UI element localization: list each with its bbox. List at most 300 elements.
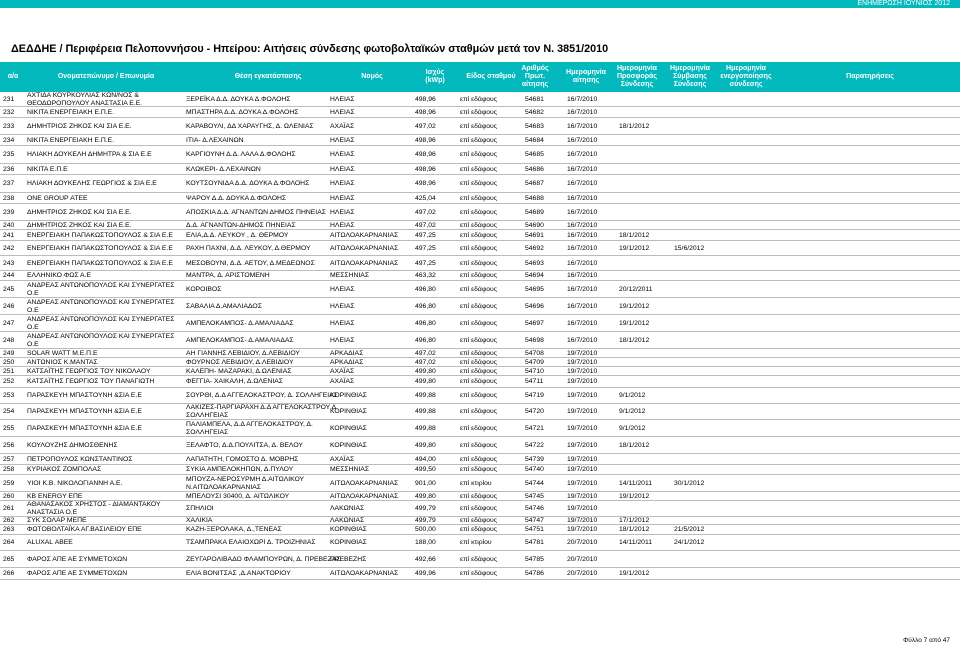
cell-number: 54721 (525, 424, 544, 432)
table-row (0, 281, 960, 298)
cell-type: επί εδάφους (460, 122, 498, 130)
cell-aa: 237 (3, 180, 15, 188)
cell-location: ΜΕΣΟΒΟΥΝΙ, Δ.Δ. ΑΕΤΟΥ, Δ.ΜΕΔΕΩΝΟΣ (186, 259, 315, 267)
cell-aa: 234 (3, 136, 15, 144)
cell-prefecture: ΑΙΤΩΛΟΑΚΑΡΝΑΝΙΑΣ (330, 244, 399, 252)
cell-offer: 18/1/2012 (619, 441, 650, 449)
cell-date: 19/7/2010 (567, 358, 598, 366)
cell-number: 54746 (525, 505, 544, 513)
cell-name: ΕΝΕΡΓΕΙΑΚΗ ΠΑΠΑΚΩΣΤΟΠΟΥΛΟΣ & ΣΙΑ Ε.Ε (27, 259, 173, 267)
cell-location: ΚΑΛΕΠΗ- ΜΑΖΑΡΑΚΙ, Δ.ΩΛΕΝΙΑΣ (186, 367, 292, 375)
cell-aa: 251 (3, 367, 15, 375)
cell-contract (674, 315, 720, 332)
cell-aa: 240 (3, 221, 15, 229)
cell-type: επί εδάφους (460, 302, 498, 310)
cell-name: ΑΝΔΡΕΑΣ ΑΝΤΩΝΟΠΟΥΛΟΣ ΚΑΙ ΣΥΝΕΡΓΑΤΕΣ Ο.Ε (27, 281, 175, 297)
cell-remarks (820, 551, 920, 568)
cell-aa: 263 (3, 526, 15, 534)
cell-offer: 14/11/2011 (619, 479, 653, 487)
cell-location: ΦΕΓΓΙΑ- ΧΑΙΚΑΛΗ, Δ.ΩΛΕΝΙΑΣ (186, 378, 284, 386)
cell-activation (738, 241, 784, 256)
cell-number: 54781 (525, 539, 544, 547)
cell-activation (738, 501, 784, 517)
cell-prefecture: ΑΙΤΩΛΟΑΚΑΡΝΑΝΙΑΣ (330, 570, 399, 578)
cell-offer: 18/1/2012 (619, 122, 650, 130)
cell-location: ΙΤΙΑ- Δ.ΛΕΧΑΙΝΩΝ (186, 136, 244, 144)
cell-name: ΑΝΔΡΕΑΣ ΑΝΤΩΝΟΠΟΥΛΟΣ ΚΑΙ ΣΥΝΕΡΓΑΤΕΣ Ο.Ε (27, 315, 175, 331)
cell-prefecture: ΚΟΡΙΝΘΙΑΣ (330, 392, 367, 400)
cell-offer (619, 175, 665, 193)
table-row (0, 204, 960, 221)
cell-activation (738, 315, 784, 332)
cell-location: ΚΑΖΗ-ΞΕΡΟΛΑΚΑ, Δ.,ΤΕΝΕΑΣ (186, 526, 282, 534)
cell-date: 20/7/2010 (567, 539, 598, 547)
cell-location: ΚΛΩΚΕΡΙ- Δ.ΛΕΧΑΙΝΩΝ (186, 165, 261, 173)
cell-date: 19/7/2010 (567, 517, 598, 525)
cell-name: ΣΥΚ ΣΟΛΑΡ ΜΕΠΕ (27, 517, 87, 525)
cell-aa: 236 (3, 165, 15, 173)
cell-prefecture: ΗΛΕΙΑΣ (330, 208, 355, 216)
cell-contract (674, 298, 720, 315)
cell-remarks (820, 175, 920, 193)
cell-date: 16/7/2010 (567, 336, 598, 344)
cell-prefecture: ΚΟΡΙΝΘΙΑΣ (330, 539, 367, 547)
cell-activation (738, 256, 784, 271)
cell-prefecture: ΗΛΕΙΑΣ (330, 165, 355, 173)
cell-location: ΜΑΝΤΡΑ, Δ. ΑΡΙΣΤΟΜΕΝΗ (186, 272, 270, 280)
table-row (0, 298, 960, 315)
cell-aa: 252 (3, 378, 15, 386)
cell-type: επί εδάφους (460, 466, 498, 474)
cell-type: επί εδάφους (460, 555, 498, 563)
cell-activation (738, 535, 784, 551)
cell-power: 492,66 (415, 555, 436, 563)
cell-contract (674, 118, 720, 135)
cell-name: ΔΗΜΗΤΡΙΟΣ ΖΗΚΟΣ ΚΑΙ ΣΙΑ Ε.Ε. (27, 221, 132, 229)
cell-power: 494,00 (415, 455, 436, 463)
table-row (0, 551, 960, 568)
cell-name: ΝΙΚΙΤΑ Ε.Π.Ε (27, 165, 68, 173)
cell-prefecture: ΗΛΕΙΑΣ (330, 136, 355, 144)
cell-number: 54693 (525, 259, 544, 267)
cell-contract (674, 281, 720, 298)
cell-number: 54685 (525, 151, 544, 159)
cell-contract (674, 92, 720, 107)
cell-offer: 19/1/2012 (619, 244, 650, 252)
table-row (0, 107, 960, 118)
header-offer: Ημερομηνία Προσφοράς Σύνδεσης (616, 65, 657, 88)
cell-date: 16/7/2010 (567, 95, 598, 103)
cell-remarks (820, 281, 920, 298)
cell-aa: 241 (3, 231, 15, 239)
cell-contract (674, 404, 720, 420)
cell-aa: 235 (3, 151, 15, 159)
table-row (0, 175, 960, 193)
cell-name: ΚΑΤΣΑΪΤΗΣ ΓΕΩΡΓΙΟΣ ΤΟΥ ΝΙΚΟΛΑΟΥ (27, 367, 151, 375)
table-row (0, 221, 960, 230)
cell-remarks (820, 241, 920, 256)
cell-aa: 261 (3, 505, 15, 513)
table-row (0, 388, 960, 404)
cell-date: 16/7/2010 (567, 302, 598, 310)
cell-name: ΑΝΔΡΕΑΣ ΑΝΤΩΝΟΠΟΥΛΟΣ ΚΑΙ ΣΥΝΕΡΓΑΤΕΣ Ο.Ε (27, 332, 175, 348)
cell-activation (738, 175, 784, 193)
cell-name: ΑΘΑΝΑΣΑΚΟΣ ΧΡΗΣΤΟΣ - ΔΙΑΜΑΝΤΑΚΟΥ ΑΝΑΣΤΑΣΙΑ Ο.Ε (27, 501, 161, 516)
cell-aa: 245 (3, 285, 15, 293)
cell-remarks (820, 332, 920, 349)
row-divider (0, 579, 960, 580)
cell-location: ΖΕΥΓΑΡΟΛΙΒΑΔΟ ΦΛΑΜΠΟΥΡΩΝ, Δ. ΠΡΕΒΕΖΑΣ (186, 555, 341, 563)
cell-remarks (820, 420, 920, 437)
cell-location: ΛΑΠΑΤΗΤΗ, ΓΟΜΟΣΤΟ Δ. ΜΟΒΡΗΣ (186, 455, 299, 463)
cell-name: ΗΛΙΑΚΗ ΔΟΥΚΕΛΗΣ ΓΕΩΡΓΙΟΣ & ΣΙΑ Ε.Ε (27, 180, 157, 188)
cell-power: 498,96 (415, 151, 436, 159)
cell-aa: 233 (3, 122, 15, 130)
cell-location: ΕΛΙΑ ΒΟΝΙΤΣΑΣ ,Δ.ΑΝΑΚΤΟΡΙΟΥ (186, 570, 291, 578)
cell-power: 497,25 (415, 244, 436, 252)
cell-name: ΚΥΡΙΑΚΟΣ ΖΟΜΠΟΛΑΣ (27, 466, 102, 474)
cell-location: ΣΟΥΡΘΙ, Δ.Δ ΑΓΓΕΛΟΚΑΣΤΡΟΥ, Δ. ΣΟΛΛΗΓΕΙΑΣ (186, 392, 338, 400)
cell-type: επί εδάφους (460, 221, 498, 229)
cell-type: επί κτιρίου (460, 479, 492, 487)
cell-name: ΑΝΤΩΝΙΟΣ Κ.ΜΑΝΤΑΣ (27, 358, 98, 366)
cell-type: επί εδάφους (460, 208, 498, 216)
cell-date: 16/7/2010 (567, 221, 598, 229)
cell-number: 54709 (525, 358, 544, 366)
header-prefecture: Νομός (361, 73, 383, 80)
cell-date: 19/7/2010 (567, 455, 598, 463)
cell-location: ΣΑΒΑΛΙΑ Δ.ΑΜΑΛΙΑΔΟΣ (186, 302, 262, 310)
cell-type: επί εδάφους (460, 151, 498, 159)
cell-prefecture: ΜΕΣΣΗΝΙΑΣ (330, 272, 370, 280)
cell-power: 499,79 (415, 517, 436, 525)
cell-name: ΥΙΟΙ Κ.Β. ΝΙΚΟΛΟΓΙΑΝΝΗ Α.Ε. (27, 479, 123, 487)
cell-type: επί εδάφους (460, 492, 498, 500)
cell-offer (619, 92, 665, 107)
cell-name: ΚΑΤΣΑΪΤΗΣ ΓΕΩΡΓΙΟΣ ΤΟΥ ΠΑΝΑΓΙΩΤΗ (27, 378, 155, 386)
cell-date: 20/7/2010 (567, 570, 598, 578)
cell-type: επί εδάφους (460, 378, 498, 386)
cell-offer: 19/1/2012 (619, 570, 650, 578)
cell-name: ONE GROUP ΑΤΕΕ (27, 194, 88, 202)
top-bar (0, 0, 960, 8)
cell-type: επί εδάφους (460, 180, 498, 188)
cell-aa: 255 (3, 424, 15, 432)
cell-prefecture: ΑΧΑΪΑΣ (330, 455, 355, 463)
table-row (0, 525, 960, 535)
cell-location: ΣΠΗΛΙΟΙ (186, 505, 214, 513)
cell-contract (674, 256, 720, 271)
cell-contract: 15/6/2012 (674, 244, 705, 252)
cell-prefecture: ΚΟΡΙΝΘΙΑΣ (330, 424, 367, 432)
table-row (0, 193, 960, 204)
cell-activation (738, 332, 784, 349)
cell-remarks (820, 475, 920, 492)
cell-activation (738, 281, 784, 298)
cell-location: ΚΟΡΟΙΒΟΣ (186, 285, 222, 293)
header-date: Ημερομηνία αίτησης (566, 69, 606, 84)
table-row (0, 376, 960, 388)
cell-number: 54686 (525, 165, 544, 173)
cell-power: 499,80 (415, 378, 436, 386)
cell-name: ΑΝΔΡΕΑΣ ΑΝΤΩΝΟΠΟΥΛΟΣ ΚΑΙ ΣΥΝΕΡΓΑΤΕΣ Ο.Ε (27, 298, 175, 314)
cell-activation (738, 118, 784, 135)
cell-aa: 239 (3, 208, 15, 216)
cell-number: 54751 (525, 526, 544, 534)
cell-number: 54692 (525, 244, 544, 252)
cell-location: ΕΛΙΑ,Δ.Δ. ΛΕΥΚΟΥ , Δ. ΘΕΡΜΟΥ (186, 231, 289, 239)
cell-contract (674, 437, 720, 454)
cell-location: ΑΜΠΕΛΟΚΑΜΠΟΣ- Δ.ΑΜΑΛΙΑΔΑΣ (186, 319, 294, 327)
cell-date: 16/7/2010 (567, 194, 598, 202)
cell-power: 497,25 (415, 231, 436, 239)
cell-date: 16/7/2010 (567, 108, 598, 116)
header-remarks: Παρατηρήσεις (846, 73, 894, 80)
cell-number: 54740 (525, 466, 544, 474)
cell-power: 500,00 (415, 526, 436, 534)
cell-number: 54710 (525, 367, 544, 375)
cell-power: 499,50 (415, 466, 436, 474)
cell-date: 19/7/2010 (567, 526, 598, 534)
cell-aa: 260 (3, 492, 15, 500)
cell-name: ΝΙΚΙΤΑ ΕΝΕΡΓΕΙΑΚΗ Ε.Π.Ε. (27, 136, 115, 144)
table-row (0, 465, 960, 475)
cell-aa: 250 (3, 358, 15, 366)
cell-number: 54689 (525, 208, 544, 216)
table-row (0, 271, 960, 281)
cell-contract (674, 551, 720, 568)
cell-location: ΡΑΧΗ ΠΑΧΝΙ, Δ.Δ. ΛΕΥΚΟΥ, Δ.ΘΕΡΜΟΥ (186, 244, 311, 252)
cell-name: ALUXAL ΑΒΕΕ (27, 539, 73, 547)
header-contract: Ημερομηνία Σύμβασης Σύνδεσης (670, 65, 710, 88)
table-row (0, 367, 960, 376)
table-row (0, 92, 960, 107)
cell-power: 498,96 (415, 180, 436, 188)
page-title: ΔΕΔΔΗΕ / Περιφέρεια Πελοποννήσου - Ηπείρου: Αιτήσεις σύνδεσης φωτοβολταϊκών σταθμών μετά τον Ν. 3851/2010 (11, 43, 609, 55)
cell-name: ΔΗΜΗΤΡΙΟΣ ΖΗΚΟΣ ΚΑΙ ΣΙΑ Ε.Ε. (27, 122, 132, 130)
header-number: Αριθμός Πρωτ. αίτησης (521, 65, 549, 88)
cell-contract: 21/5/2012 (674, 526, 705, 534)
table-row (0, 492, 960, 501)
cell-aa: 243 (3, 259, 15, 267)
cell-type: επί εδάφους (460, 272, 498, 280)
cell-aa: 256 (3, 441, 15, 449)
cell-prefecture: ΜΕΣΣΗΝΙΑΣ (330, 466, 370, 474)
cell-prefecture: ΗΛΕΙΑΣ (330, 336, 355, 344)
cell-type: επί εδάφους (460, 259, 498, 267)
cell-number: 54708 (525, 349, 544, 357)
cell-name: ΔΗΜΗΤΡΙΟΣ ΖΗΚΟΣ ΚΑΙ ΣΙΑ Ε.Ε. (27, 208, 132, 216)
cell-number: 54690 (525, 221, 544, 229)
cell-offer: 19/1/2012 (619, 492, 650, 500)
cell-type: επί εδάφους (460, 570, 498, 578)
cell-power: 496,80 (415, 302, 436, 310)
cell-date: 16/7/2010 (567, 285, 598, 293)
cell-prefecture: ΗΛΕΙΑΣ (330, 221, 355, 229)
cell-prefecture: ΗΛΕΙΑΣ (330, 180, 355, 188)
cell-aa: 242 (3, 244, 15, 252)
update-label: ΕΝΗΜΕΡΩΣΗ ΙΟΥΝΙΟΣ 2012 (857, 0, 950, 7)
cell-activation (738, 437, 784, 454)
table-row (0, 349, 960, 358)
cell-prefecture: ΑΡΚΑΔΙΑΣ (330, 349, 364, 357)
cell-number: 54681 (525, 95, 544, 103)
cell-type: επί εδάφους (460, 231, 498, 239)
header-location: Θέση εγκατάστασης (234, 73, 302, 80)
cell-number: 54695 (525, 285, 544, 293)
cell-location: ΨΑΡΟΥ Δ.Δ. ΔΟΥΚΑ Δ.ΦΟΛΟΗΣ (186, 194, 287, 202)
cell-activation (738, 298, 784, 315)
cell-date: 16/7/2010 (567, 180, 598, 188)
cell-date: 16/7/2010 (567, 151, 598, 159)
cell-type: επί εδάφους (460, 336, 498, 344)
cell-activation (738, 146, 784, 164)
cell-date: 16/7/2010 (567, 122, 598, 130)
cell-prefecture: ΚΟΡΙΝΘΙΑΣ (330, 441, 367, 449)
cell-type: επί εδάφους (460, 392, 498, 400)
cell-offer: 18/1/2012 (619, 526, 650, 534)
cell-contract (674, 204, 720, 221)
cell-power: 498,96 (415, 95, 436, 103)
cell-type: επί εδάφους (460, 349, 498, 357)
cell-remarks (820, 315, 920, 332)
cell-location: ΛΑΚΙΖΕΣ-ΠΑΡΓΙΑΡΑΧΗ Δ.Δ ΑΓΓΕΛΟΚΑΣΤΡΟΥ Δ. ΣΟΛΛΗΓΕΙΑΣ (186, 404, 339, 419)
cell-aa: 246 (3, 302, 15, 310)
cell-location: ΣΥΚΙΑ ΑΜΠΕΛΟΚΗΠΩΝ, Δ.ΠΥΛΟΥ (186, 466, 294, 474)
cell-contract (674, 175, 720, 193)
cell-date: 16/7/2010 (567, 208, 598, 216)
cell-remarks (820, 146, 920, 164)
cell-contract (674, 420, 720, 437)
cell-aa: 253 (3, 392, 15, 400)
cell-name: ΚΒ ENERGY ΕΠΕ (27, 492, 83, 500)
cell-aa: 254 (3, 408, 15, 416)
cell-offer: 17/1/2012 (619, 517, 650, 525)
table-row (0, 135, 960, 146)
cell-number: 54786 (525, 570, 544, 578)
cell-date: 19/7/2010 (567, 441, 598, 449)
cell-date: 19/7/2010 (567, 492, 598, 500)
cell-prefecture: ΗΛΕΙΑΣ (330, 194, 355, 202)
cell-power: 498,96 (415, 108, 436, 116)
cell-aa: 248 (3, 336, 15, 344)
cell-remarks (820, 437, 920, 454)
cell-location: ΑΠΟΣΚΙΑ Δ.Δ. ΑΓΝΑΝΤΩΝ ΔΗΜΟΣ ΠΗΝΕΙΑΣ (186, 208, 326, 216)
cell-activation (738, 551, 784, 568)
cell-aa: 266 (3, 570, 15, 578)
header-aa: α/α (7, 73, 19, 80)
cell-location: ΜΠΕΛΟΥΣΙ 30400, Δ. ΑΙΤΩΛΙΚΟΥ (186, 492, 290, 500)
header-type: Είδος σταθμού (466, 73, 516, 80)
cell-date: 16/7/2010 (567, 319, 598, 327)
cell-location: ΚΟΥΤΣΟΥΝΙΔΑ Δ.Δ. ΔΟΥΚΑ Δ.ΦΟΛΟΗΣ (186, 180, 310, 188)
cell-name: ΠΑΡΑΣΚΕΥΗ ΜΠΑΣΤΟΥΝΗ &ΣΙΑ Ε.Ε (27, 424, 142, 432)
cell-power: 497,02 (415, 358, 436, 366)
cell-name: ΕΝΕΡΓΕΙΑΚΗ ΠΑΠΑΚΩΣΤΟΠΟΥΛΟΣ & ΣΙΑ Ε.Ε (27, 244, 173, 252)
cell-name: ΦΩΤΟΒΟΛΤΑΪΚΑ ΑΓ.ΒΑΣΙΛΕΙΟΥ ΕΠΕ (27, 526, 142, 534)
cell-prefecture: ΑΡΚΑΔΙΑΣ (330, 358, 364, 366)
applications-table (0, 92, 960, 580)
cell-activation (738, 92, 784, 107)
cell-date: 16/7/2010 (567, 272, 598, 280)
table-row (0, 164, 960, 175)
cell-number: 54711 (525, 378, 544, 386)
cell-name: ΦΑΡΟΣ ΑΠΕ ΑΕ ΣΥΜΜΕΤΟΧΩΝ (27, 555, 128, 563)
cell-remarks (820, 404, 920, 420)
cell-location: ΑΗ ΓΙΑΝΝΗΣ ΛΕΒΙΔΙΟΥ, Δ.ΛΕΒΙΔΙΟΥ (186, 349, 300, 357)
table-row (0, 146, 960, 164)
cell-number: 54691 (525, 231, 544, 239)
page-number: Φύλλο 7 από 47 (903, 637, 950, 644)
cell-power: 497,02 (415, 221, 436, 229)
cell-offer (619, 256, 665, 271)
cell-number: 54720 (525, 408, 544, 416)
cell-contract (674, 501, 720, 517)
cell-type: επί εδάφους (460, 455, 498, 463)
cell-aa: 249 (3, 349, 15, 357)
table-row (0, 535, 960, 551)
cell-offer: 14/11/2011 (619, 539, 653, 547)
cell-date: 19/7/2010 (567, 349, 598, 357)
cell-power: 498,96 (415, 136, 436, 144)
cell-type: επί εδάφους (460, 194, 498, 202)
header-power: Ισχύς (kWp) (425, 69, 445, 84)
cell-type: επί εδάφους (460, 136, 498, 144)
cell-remarks (820, 118, 920, 135)
cell-remarks (820, 535, 920, 551)
table-row (0, 420, 960, 437)
cell-power: 497,02 (415, 208, 436, 216)
cell-date: 19/7/2010 (567, 378, 598, 386)
cell-prefecture: ΠΡΕΒΕΖΗΣ (330, 555, 367, 563)
cell-location: ΜΠΟΥΖΑ-ΝΕΡΟΣΥΡΜΗ Δ.ΑΙΤΩΛΙΚΟΥ Ν.ΑΙΤΩΛΟΑΚΑΡΝΑΝΙΑΣ (186, 475, 304, 491)
table-row (0, 437, 960, 454)
cell-type: επί κτιρίου (460, 539, 492, 547)
cell-number: 54747 (525, 517, 544, 525)
header-activation: Ημερομηνία ενεργοποίησης σύνδεσης (720, 65, 772, 88)
cell-aa: 257 (3, 455, 15, 463)
cell-aa: 247 (3, 319, 15, 327)
cell-prefecture: ΑΙΤΩΛΟΑΚΑΡΝΑΝΙΑΣ (330, 259, 399, 267)
cell-location: ΞΕΛΑΦΤΟ, Δ.Δ.ΠΟΥΛΙΤΣΑ, Δ. ΒΕΛΟΥ (186, 441, 303, 449)
cell-offer (619, 551, 665, 568)
cell-offer (619, 204, 665, 221)
cell-aa: 262 (3, 517, 15, 525)
cell-power: 499,79 (415, 505, 436, 513)
cell-prefecture: ΚΟΡΙΝΘΙΑΣ (330, 526, 367, 534)
cell-date: 19/7/2010 (567, 392, 598, 400)
table-row (0, 475, 960, 492)
cell-prefecture: ΑΧΑΪΑΣ (330, 122, 355, 130)
cell-date: 19/7/2010 (567, 424, 598, 432)
cell-power: 499,88 (415, 392, 436, 400)
cell-number: 54744 (525, 479, 544, 487)
cell-remarks (820, 256, 920, 271)
cell-aa: 244 (3, 272, 15, 280)
cell-contract: 30/1/2012 (674, 479, 705, 487)
cell-offer: 9/1/2012 (619, 392, 646, 400)
cell-power: 496,80 (415, 319, 436, 327)
cell-power: 497,25 (415, 259, 436, 267)
table-row (0, 404, 960, 420)
cell-name: ΕΝΕΡΓΕΙΑΚΗ ΠΑΠΑΚΩΣΤΟΠΟΥΛΟΣ & ΣΙΑ Ε.Ε (27, 231, 173, 239)
cell-power: 499,96 (415, 570, 436, 578)
table-row (0, 315, 960, 332)
cell-power: 497,02 (415, 349, 436, 357)
cell-number: 54719 (525, 392, 544, 400)
cell-name: ΝΙΚΙΤΑ ΕΝΕΡΓΕΙΑΚΗ Ε.Π.Ε. (27, 108, 115, 116)
cell-date: 16/7/2010 (567, 136, 598, 144)
